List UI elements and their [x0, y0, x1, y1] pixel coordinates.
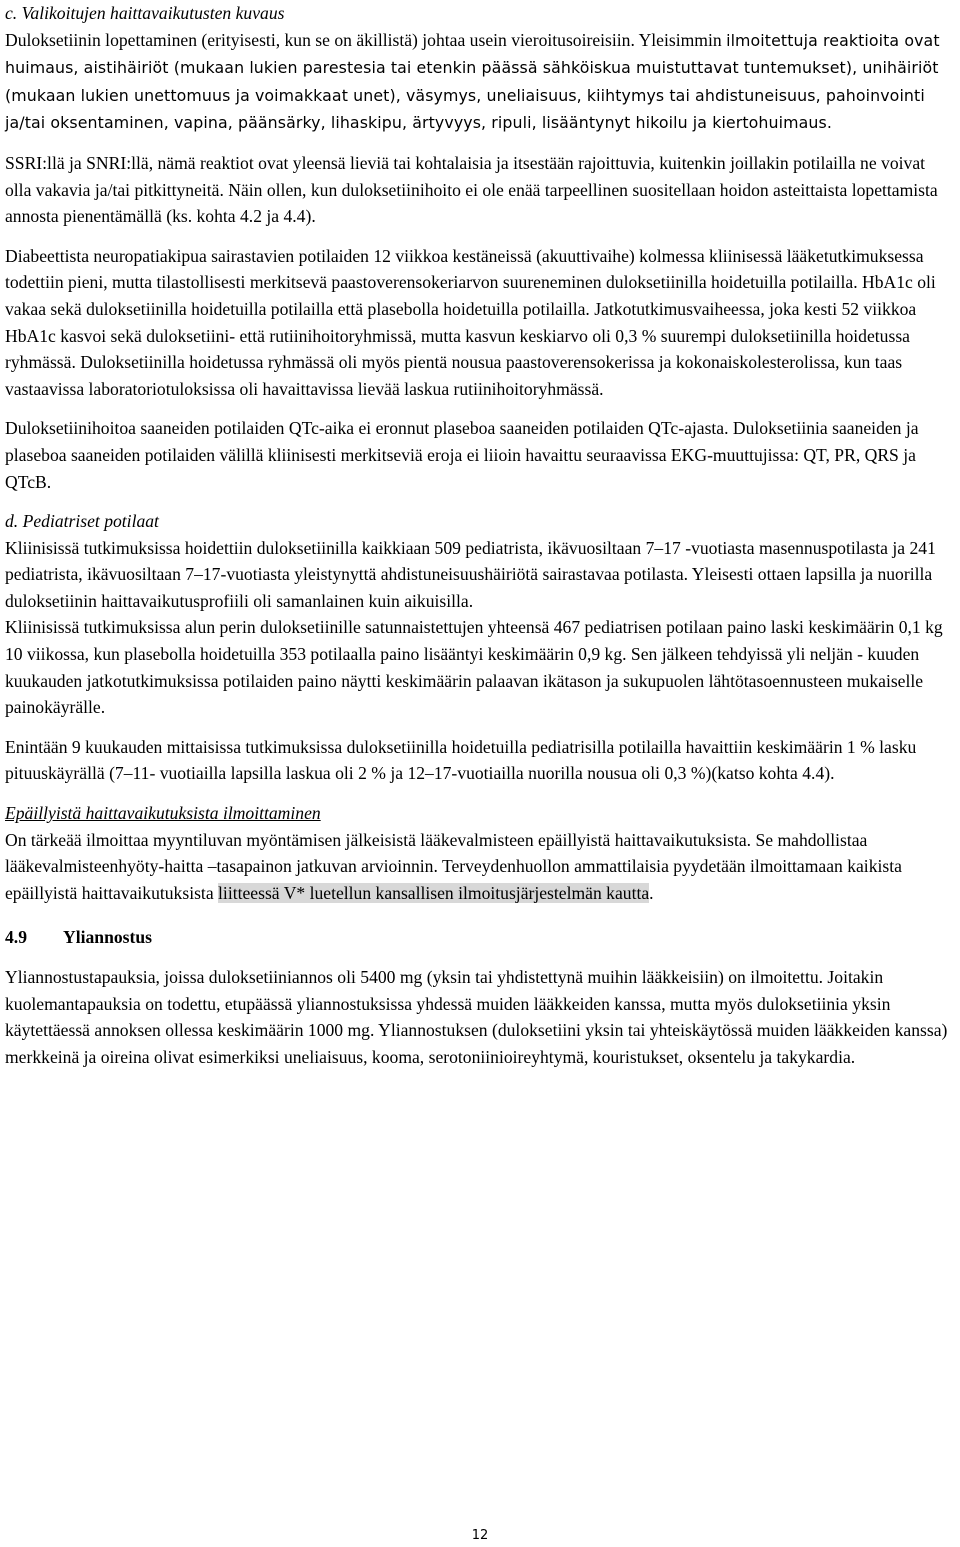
section-d-paragraph-1: Kliinisissä tutkimuksissa hoidettiin duloksetiinilla kaikkiaan 509 pediatrista, ikävuosiltaan 7–17 -vuotiasta masennuspotilasta ja 241 pediatrista, ikävuosiltaan 7–17-vuotiasta yleistynyttä ahdistuneisuushäiriötä sairastavaa potilasta. Yleisesti ottaen lapsilla ja nuorilla duloksetiinin haittavaikutusprofiili oli samanlainen kuin aikuisilla.	[5, 537, 936, 611]
section-4-9-heading	[5, 924, 955, 951]
section-c-paragraph-4: Duloksetiinihoitoa saaneiden potilaiden QTc-aika ei eronnut plaseboa saaneiden potilaiden QTc-ajasta. Duloksetiinia saaneiden ja plaseboa saaneiden potilaiden välillä kliinisesti merkitseviä eroja ei liioin havaittu seuraavissa EKG-muuttujissa: QT, PR, QRS ja QTcB.	[5, 418, 919, 492]
section-4-9-title: Yliannostus	[63, 927, 152, 948]
reporting-highlight: liitteessä V* luetellun kansallisen ilmoitusjärjestelmän kautta	[218, 882, 650, 903]
section-d-heading: d. Pediatriset potilaat	[5, 511, 159, 532]
section-4-9-number: 4.9	[5, 927, 27, 948]
document-page	[5, 0, 955, 1070]
section-c-paragraph-1-lead: Duloksetiinin lopettaminen (erityisesti, kun se on äkillistä) johtaa usein vieroitusoireisiin. Yleisimmin	[5, 29, 722, 50]
reporting-end: .	[649, 882, 654, 903]
section-4-9-paragraph: Yliannostustapauksia, joissa duloksetiiniannos oli 5400 mg (yksin tai yhdistettynä muihin lääkkeisiin) on ilmoitettu. Joitakin kuolemantapauksia on todettu, etupäässä yliannostuksissa yhdessä muiden lääkkeiden kanssa, mutta myös duloksetiinia yksin käytettäessä annoksen ollessa keskimäärin 1000 mg. Yliannostuksen (duloksetiini yksin tai yhteiskäytössä muiden lääkkeiden kanssa) merkkeinä ja oireina olivat esimerkiksi uneliaisuus, kooma, serotoniinioireyhtymä, kouristukset, oksentelu ja takykardia.	[5, 967, 948, 1067]
section-c-paragraph-2: SSRI:llä ja SNRI:llä, nämä reaktiot ovat yleensä lieviä tai kohtalaisia ja itsestään rajoittuvia, kuitenkin joillakin potilailla ne voivat olla vakavia ja/tai pitkittyneitä. Näin ollen, kun duloksetiinihoito ei ole enää tarpeellinen suositellaan hoidon asteittaista lopettamista annosta pienentämällä (ks. kohta 4.2 ja 4.4).	[5, 152, 938, 227]
page-number: 12	[471, 1528, 489, 1543]
section-d-paragraph-2: Kliinisissä tutkimuksissa alun perin duloksetiinille satunnaistettujen yhteensä 467 pediatrisen potilaan paino laski keskimäärin 0,1 kg 10 viikossa, kun plasebolla hoidetuilla 353 potilaalla paino lisääntyi keskimäärin 0,9 kg. Sen jälkeen tehdyissä yli neljän - kuuden kuukauden jatkotutkimuksissa potilaiden paino näytti keskimäärin palaavan ikätason ja sukupuolen lähtötasoennusteen mukaiselle painokäyrälle.	[5, 617, 943, 718]
section-c-heading: c. Valikoitujen haittavaikutusten kuvaus	[5, 3, 285, 23]
reporting-heading: Epäillyistä haittavaikutuksista ilmoittaminen	[5, 803, 321, 824]
section-c-paragraph-1	[5, 27, 955, 137]
reporting-text: On tärkeää ilmoittaa myyntiluvan myöntämisen jälkeisistä lääkevalmisteen epäillyistä haittavaikutuksista. Se mahdollistaa lääkevalmisteenhyöty-haitta –tasapainon jatkuvan arvioinnin. Terveydenhuollon ammattilaisia pyydetään ilmoittamaan kaikista epäillyistä haittavaikutuksista	[5, 829, 902, 903]
section-c-paragraph-1-symptoms: ilmoitettuja reaktioita ovat huimaus, aistihäiriöt (mukaan lukien parestesia tai etenkin päässä sähköiskua muistuttavat tuntemukset), unihäiriöt (mukaan lukien unettomuus ja voimakkaat unet), väsymys, uneliaisuus, kiihtymys tai ahdistuneisuus, pahoinvointi ja/tai oksentaminen, vapina, päänsärky, lihaskipu, ärtyvyys, ripuli, lisääntynyt hikoilu ja kiertohuimaus.	[5, 30, 940, 133]
section-c-paragraph-3: Diabeettista neuropatiakipua sairastavien potilaiden 12 viikkoa kestäneissä (akuuttivaihe) kolmessa kliinisessä lääketutkimuksessa todettiin pieni, mutta tilastollisesti merkitsevä paastoverensokeriarvon suureneminen duloksetiinilla hoidetuilla potilailla. HbA1c oli vakaa sekä duloksetiinilla hoidetuilla potilailla että plasebolla hoidetuilla potilailla. Jatkotutkimusvaiheessa, joka kesti 52 viikkoa HbA1c kasvoi sekä duloksetiini- että rutiinihoitoryhmissä, mutta kasvun keskiarvo oli 0,3 % suurempi duloksetiinilla hoidetussa ryhmässä. Duloksetiinilla hoidetussa ryhmässä oli myös pientä nousua paastoverensokerissa ja kokonaiskolesterolissa, kun taas vastaavissa laboratoriotuloksissa oli havaittavissa lievää laskua rutiinihoitoryhmässä.	[5, 245, 936, 399]
reporting-paragraph	[5, 827, 955, 907]
section-d-paragraph-3: Enintään 9 kuukauden mittaisissa tutkimuksissa duloksetiinilla hoidetuilla pediatrisilla potilailla havaittiin keskimäärin 1 % lasku pituuskäyrällä (7–11- vuotiailla lapsilla laskua oli 2 % ja 12–17-vuotiailla nuorilla nousua oli 0,3 %)(katso kohta 4.4).	[5, 736, 917, 784]
